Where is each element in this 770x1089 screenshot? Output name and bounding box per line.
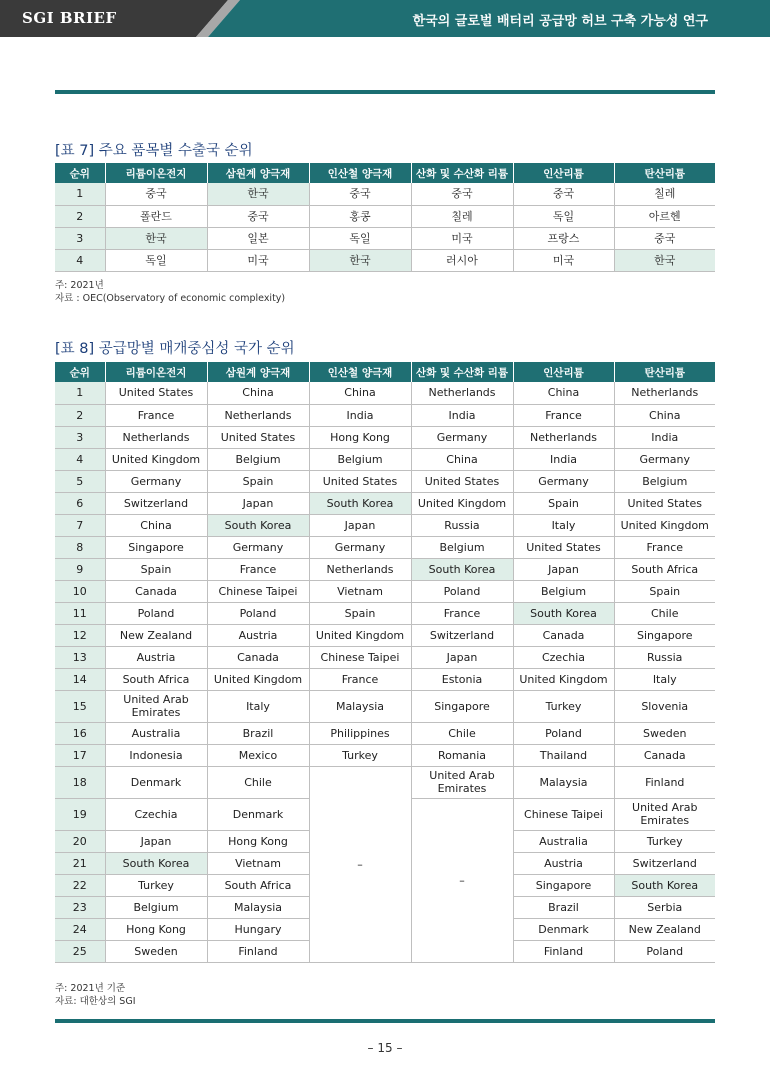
country-cell: Belgium [614, 470, 715, 492]
country-cell: 러시아 [411, 249, 513, 271]
table-row [55, 690, 715, 722]
country-cell: Vietnam [207, 852, 309, 874]
country-cell: Turkey [105, 874, 207, 896]
country-cell: United States [411, 470, 513, 492]
country-cell: Australia [513, 830, 614, 852]
country-cell: Belgium [105, 896, 207, 918]
country-cell: Chile [411, 722, 513, 744]
country-cell: Germany [309, 536, 411, 558]
country-cell: China [411, 448, 513, 470]
rank-cell: 8 [55, 536, 105, 558]
rank-cell: 1 [55, 382, 105, 404]
country-cell: United Kingdom [207, 668, 309, 690]
country-cell: China [614, 404, 715, 426]
country-cell: Slovenia [614, 690, 715, 722]
country-cell: United Kingdom [105, 448, 207, 470]
country-cell: South Africa [207, 874, 309, 896]
country-cell: France [411, 602, 513, 624]
country-cell: Netherlands [105, 426, 207, 448]
table7-title: [표 7] 주요 품목별 수출국 순위 [55, 143, 253, 159]
rank-cell: 16 [55, 722, 105, 744]
rank-cell: 22 [55, 874, 105, 896]
country-cell: China [207, 382, 309, 404]
country-cell: South Korea [309, 492, 411, 514]
table8-col-li-ion: 리튬이온전지 [105, 362, 207, 382]
table-row [55, 514, 715, 536]
table-row [55, 183, 715, 205]
country-cell: Austria [207, 624, 309, 646]
country-cell: Austria [513, 852, 614, 874]
country-cell: Russia [411, 514, 513, 536]
country-cell: 미국 [207, 249, 309, 271]
rank-cell: 25 [55, 940, 105, 962]
country-cell: Spain [513, 492, 614, 514]
table7-header-row [55, 163, 715, 183]
table-row [55, 492, 715, 514]
table8-col-lfp: 인산철 양극재 [309, 362, 411, 382]
country-cell: Italy [513, 514, 614, 536]
country-cell: United Kingdom [411, 492, 513, 514]
rank-cell: 19 [55, 798, 105, 830]
table-row [55, 249, 715, 271]
country-cell: Turkey [513, 690, 614, 722]
table-row [55, 470, 715, 492]
country-cell: United Arab Emirates [411, 766, 513, 798]
country-cell: China [105, 514, 207, 536]
country-cell: United Arab Emirates [105, 690, 207, 722]
country-cell: 독일 [309, 227, 411, 249]
country-cell: China [513, 382, 614, 404]
table8-col-li3po4: 인산리튬 [513, 362, 614, 382]
country-cell: South Africa [614, 558, 715, 580]
country-cell: Estonia [411, 668, 513, 690]
country-cell: 칠레 [614, 183, 715, 205]
country-cell: Germany [614, 448, 715, 470]
table-row [55, 722, 715, 744]
country-cell: Spain [614, 580, 715, 602]
table8-note: 주: 2021년 기준 [55, 983, 126, 994]
country-cell: 칠레 [411, 205, 513, 227]
country-cell: United Kingdom [513, 668, 614, 690]
country-cell: Germany [207, 536, 309, 558]
table7-col-li3po4: 인산리튬 [513, 163, 614, 183]
table8-col-rank: 순위 [55, 362, 105, 382]
country-cell: 중국 [207, 205, 309, 227]
rank-cell: 5 [55, 470, 105, 492]
table7-col-li2co3: 탄산리튬 [614, 163, 715, 183]
country-cell: Singapore [411, 690, 513, 722]
country-cell: Spain [207, 470, 309, 492]
country-cell: Brazil [207, 722, 309, 744]
country-cell: Sweden [614, 722, 715, 744]
country-cell: United Kingdom [614, 514, 715, 536]
country-cell: Poland [207, 602, 309, 624]
country-cell: Sweden [105, 940, 207, 962]
country-cell: United States [309, 470, 411, 492]
country-cell: France [105, 404, 207, 426]
country-cell: Hungary [207, 918, 309, 940]
country-cell: Hong Kong [309, 426, 411, 448]
country-cell: Finland [207, 940, 309, 962]
country-cell: China [309, 382, 411, 404]
country-cell: France [513, 404, 614, 426]
rank-cell: 7 [55, 514, 105, 536]
country-cell: Denmark [513, 918, 614, 940]
country-cell: 한국 [614, 249, 715, 271]
table7-col-lioh: 산화 및 수산화 리튬 [411, 163, 513, 183]
country-cell: United Kingdom [309, 624, 411, 646]
table-row [55, 448, 715, 470]
table8-col-ncm: 삼원계 양극재 [207, 362, 309, 382]
country-cell: Finland [614, 766, 715, 798]
country-cell: United States [513, 536, 614, 558]
country-cell: Chinese Taipei [309, 646, 411, 668]
country-cell: Belgium [513, 580, 614, 602]
country-cell: 한국 [309, 249, 411, 271]
country-cell: India [309, 404, 411, 426]
country-cell: Czechia [513, 646, 614, 668]
table-row [55, 205, 715, 227]
rank-cell: 20 [55, 830, 105, 852]
country-cell: Spain [309, 602, 411, 624]
table-row [55, 580, 715, 602]
country-cell: Hong Kong [207, 830, 309, 852]
rank-cell: 23 [55, 896, 105, 918]
rank-cell: 2 [55, 205, 105, 227]
country-cell: Netherlands [207, 404, 309, 426]
country-cell: 미국 [513, 249, 614, 271]
brand-logo-text: SGI BRIEF [22, 9, 117, 27]
country-cell: 폴란드 [105, 205, 207, 227]
bottom-divider [55, 1019, 715, 1023]
country-cell: Japan [105, 830, 207, 852]
table-row [55, 602, 715, 624]
country-cell: Philippines [309, 722, 411, 744]
country-cell: 일본 [207, 227, 309, 249]
country-cell: Mexico [207, 744, 309, 766]
rank-cell: 6 [55, 492, 105, 514]
country-cell: Chinese Taipei [207, 580, 309, 602]
rank-cell: 2 [55, 404, 105, 426]
country-cell: Germany [411, 426, 513, 448]
country-cell: France [309, 668, 411, 690]
country-cell: 중국 [513, 183, 614, 205]
empty-merged-cell: – [309, 766, 411, 962]
rank-cell: 9 [55, 558, 105, 580]
country-cell: 독일 [105, 249, 207, 271]
country-cell: Russia [614, 646, 715, 668]
country-cell: 독일 [513, 205, 614, 227]
country-cell: Malaysia [309, 690, 411, 722]
country-cell: Hong Kong [105, 918, 207, 940]
country-cell: 한국 [105, 227, 207, 249]
country-cell: Poland [614, 940, 715, 962]
country-cell: Spain [105, 558, 207, 580]
country-cell: Poland [105, 602, 207, 624]
table7-note: 주: 2021년 [55, 280, 104, 291]
country-cell: Thailand [513, 744, 614, 766]
country-cell: India [411, 404, 513, 426]
country-cell: South Korea [411, 558, 513, 580]
rank-cell: 13 [55, 646, 105, 668]
table7-col-lfp: 인산철 양극재 [309, 163, 411, 183]
table7-col-rank: 순위 [55, 163, 105, 183]
table-row [55, 744, 715, 766]
table8-title: [표 8] 공급망별 매개중심성 국가 순위 [55, 341, 295, 357]
table7-source: 자료 : OEC(Observatory of economic complexity) [55, 293, 286, 304]
table-row [55, 558, 715, 580]
country-cell: Indonesia [105, 744, 207, 766]
country-cell: South Korea [513, 602, 614, 624]
country-cell: Canada [105, 580, 207, 602]
country-cell: Switzerland [105, 492, 207, 514]
rank-cell: 3 [55, 227, 105, 249]
country-cell: Singapore [614, 624, 715, 646]
country-cell: 아르헨 [614, 205, 715, 227]
country-cell: 한국 [207, 183, 309, 205]
country-cell: India [513, 448, 614, 470]
country-cell: Chile [614, 602, 715, 624]
country-cell: Denmark [207, 798, 309, 830]
country-cell: India [614, 426, 715, 448]
empty-merged-cell: – [411, 798, 513, 962]
country-cell: Canada [513, 624, 614, 646]
country-cell: Poland [411, 580, 513, 602]
country-cell: Finland [513, 940, 614, 962]
table-row [55, 536, 715, 558]
country-cell: Vietnam [309, 580, 411, 602]
page-number: – 15 – [367, 1041, 403, 1055]
rank-cell: 14 [55, 668, 105, 690]
country-cell: Austria [105, 646, 207, 668]
table8-header-row [55, 362, 715, 382]
rank-cell: 4 [55, 249, 105, 271]
country-cell: United States [207, 426, 309, 448]
rank-cell: 12 [55, 624, 105, 646]
country-cell: Netherlands [309, 558, 411, 580]
table-row [55, 668, 715, 690]
country-cell: Japan [513, 558, 614, 580]
table-row [55, 426, 715, 448]
rank-cell: 24 [55, 918, 105, 940]
country-cell: Japan [207, 492, 309, 514]
country-cell: Belgium [207, 448, 309, 470]
rank-cell: 17 [55, 744, 105, 766]
rank-cell: 15 [55, 690, 105, 722]
country-cell: Romania [411, 744, 513, 766]
country-cell: Denmark [105, 766, 207, 798]
country-cell: Canada [614, 744, 715, 766]
country-cell: 중국 [105, 183, 207, 205]
table7 [55, 163, 715, 272]
country-cell: New Zealand [614, 918, 715, 940]
table-row [55, 404, 715, 426]
country-cell: Belgium [411, 536, 513, 558]
country-cell: Turkey [614, 830, 715, 852]
country-cell: Germany [513, 470, 614, 492]
table8-col-lioh: 산화 및 수산화 리튬 [411, 362, 513, 382]
table-row [55, 227, 715, 249]
country-cell: Switzerland [614, 852, 715, 874]
country-cell: Belgium [309, 448, 411, 470]
country-cell: Japan [309, 514, 411, 536]
country-cell: United Arab Emirates [614, 798, 715, 830]
country-cell: Malaysia [513, 766, 614, 798]
table8 [55, 362, 715, 963]
table7-col-ncm: 삼원계 양극재 [207, 163, 309, 183]
country-cell: South Korea [207, 514, 309, 536]
rank-cell: 4 [55, 448, 105, 470]
country-cell: United States [105, 382, 207, 404]
page-header [0, 0, 770, 37]
table-row [55, 646, 715, 668]
country-cell: Serbia [614, 896, 715, 918]
country-cell: Netherlands [513, 426, 614, 448]
country-cell: Germany [105, 470, 207, 492]
country-cell: Czechia [105, 798, 207, 830]
country-cell: Italy [207, 690, 309, 722]
table8-source: 자료: 대한상의 SGI [55, 996, 136, 1007]
country-cell: Turkey [309, 744, 411, 766]
table-row [55, 382, 715, 404]
rank-cell: 11 [55, 602, 105, 624]
document-title: 한국의 글로벌 배터리 공급망 허브 구축 가능성 연구 [412, 14, 708, 29]
country-cell: Japan [411, 646, 513, 668]
table7-col-li-ion: 리튬이온전지 [105, 163, 207, 183]
country-cell: Brazil [513, 896, 614, 918]
country-cell: Singapore [513, 874, 614, 896]
table-row [55, 624, 715, 646]
country-cell: New Zealand [105, 624, 207, 646]
country-cell: Switzerland [411, 624, 513, 646]
country-cell: Singapore [105, 536, 207, 558]
country-cell: Netherlands [411, 382, 513, 404]
country-cell: Chile [207, 766, 309, 798]
country-cell: 중국 [614, 227, 715, 249]
country-cell: Australia [105, 722, 207, 744]
country-cell: South Korea [105, 852, 207, 874]
rank-cell: 21 [55, 852, 105, 874]
country-cell: 홍콩 [309, 205, 411, 227]
country-cell: 미국 [411, 227, 513, 249]
table8-col-li2co3: 탄산리튬 [614, 362, 715, 382]
country-cell: Malaysia [207, 896, 309, 918]
country-cell: Canada [207, 646, 309, 668]
country-cell: South Africa [105, 668, 207, 690]
country-cell: France [207, 558, 309, 580]
rank-cell: 1 [55, 183, 105, 205]
rank-cell: 18 [55, 766, 105, 798]
country-cell: South Korea [614, 874, 715, 896]
table-row [55, 766, 715, 798]
country-cell: 프랑스 [513, 227, 614, 249]
rank-cell: 3 [55, 426, 105, 448]
country-cell: 중국 [309, 183, 411, 205]
country-cell: Netherlands [614, 382, 715, 404]
country-cell: France [614, 536, 715, 558]
country-cell: 중국 [411, 183, 513, 205]
country-cell: Chinese Taipei [513, 798, 614, 830]
top-divider [55, 90, 715, 94]
country-cell: Poland [513, 722, 614, 744]
country-cell: United States [614, 492, 715, 514]
country-cell: Italy [614, 668, 715, 690]
rank-cell: 10 [55, 580, 105, 602]
